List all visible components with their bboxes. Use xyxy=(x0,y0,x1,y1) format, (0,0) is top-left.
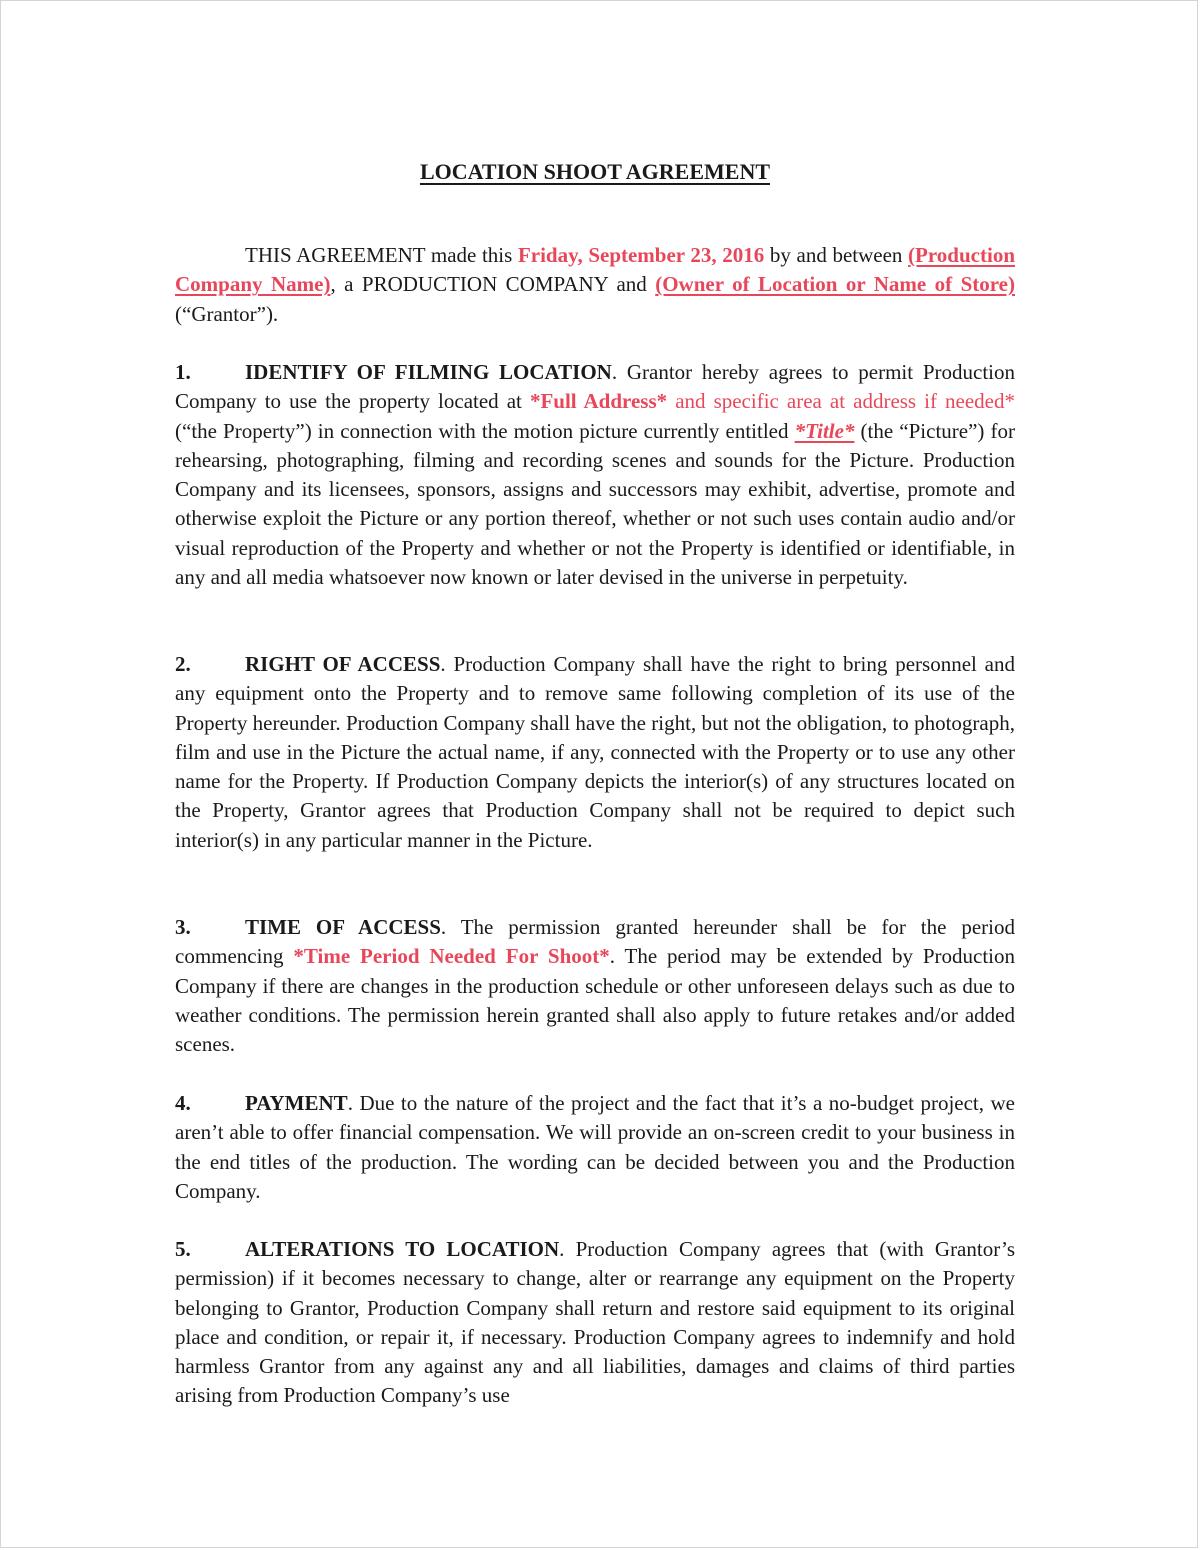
section-1 xyxy=(175,358,1015,592)
section-5 xyxy=(175,1235,1015,1411)
section-text: (the “Picture”) for rehearsing, photographing, filming and recording scenes and sounds for the Picture. Production Company and its licensees, sponsors, assigns and successors may exhibit, advertise, promote and otherwise exploit the Picture or any portion thereof, whether or not such uses contain audio and/or visual reproduction of the Property and whether or not the Property is identified or identifiable, in any and all media whatsoever now known or later devised in the universe in perpetuity. xyxy=(175,418,1015,590)
section-text: . Due to the nature of the project and the fact that it’s a no-budget project, we aren’t able to offer financial compensation. We will provide an on-screen credit to your business in the end titles of the production. The wording can be decided between you and the Production Company. xyxy=(175,1091,1015,1203)
section-3 xyxy=(175,913,1015,1059)
section-number: 1. xyxy=(175,360,191,384)
section-number: 3. xyxy=(175,915,191,939)
section-text: . Grantor hereby agrees to permit Production Company to use the property located at xyxy=(175,360,1015,414)
intro-text-4: (“Grantor”). xyxy=(175,301,279,326)
section-heading: PAYMENT xyxy=(245,1091,348,1115)
specific-area-placeholder: and specific area at address if needed* xyxy=(667,389,1015,414)
section-heading: ALTERATIONS TO LOCATION xyxy=(245,1237,560,1261)
section-heading: IDENTIFY OF FILMING LOCATION xyxy=(245,360,612,384)
section-text: (“the Property”) in connection with the motion picture currently entitled xyxy=(175,418,795,443)
location-owner-placeholder: (Owner of Location or Name of Store) xyxy=(655,272,1015,297)
document-title xyxy=(175,157,1015,187)
intro-text-3: , a PRODUCTION COMPANY and xyxy=(330,272,656,297)
section-number: 5. xyxy=(175,1237,191,1261)
section-text: . The permission granted hereunder shall be for the period commencing xyxy=(175,915,1016,969)
document-title-text: LOCATION SHOOT AGREEMENT xyxy=(419,159,771,184)
time-period-placeholder: *Time Period Needed For Shoot* xyxy=(293,944,610,969)
production-company-placeholder: (Production Company Name) xyxy=(175,243,1015,297)
section-heading: RIGHT OF ACCESS xyxy=(245,652,441,676)
section-number: 2. xyxy=(175,652,191,676)
section-4 xyxy=(175,1089,1015,1206)
intro-text-2: by and between xyxy=(764,243,909,267)
section-number: 4. xyxy=(175,1091,191,1115)
film-title-placeholder: *Title* xyxy=(794,418,855,443)
section-heading: TIME OF ACCESS xyxy=(245,915,441,939)
section-2 xyxy=(175,650,1015,855)
section-text: . Production Company agrees that (with Grantor’s permission) if it becomes necessary to change, alter or rearrange any equipment on the Property belonging to Grantor, Production Company shall return and restore said equipment to its original place and condition, or repair it, if necessary. Production Company agrees to indemnify and hold harmless Grantor from any against any and all liabilities, damages and claims of third parties arising from Production Company’s use xyxy=(175,1237,1015,1408)
agreement-date: Friday, September 23, 2016 xyxy=(517,243,765,267)
section-text: . Production Company shall have the right to bring personnel and any equipment onto the Property and to remove same following completion of its use of the Property hereunder. Production Company shall have the right, but not the obligation, to photograph, film and use in the Picture the actual name, if any, connected with the Property or to use any other name for the Property. If Production Company depicts the interior(s) of any structures located on the Property, Grantor agrees that Production Company shall not be required to depict such interior(s) in any particular manner in the Picture. xyxy=(175,652,1015,852)
full-address-placeholder: *Full Address* xyxy=(529,389,668,414)
intro-paragraph xyxy=(175,241,1015,329)
section-text: . The period may be extended by Production Company if there are changes in the production schedule or other unforeseen delays such as due to weather conditions. The permission herein granted shall also apply to future retakes and/or added scenes. xyxy=(175,944,1016,1057)
intro-text-1: THIS AGREEMENT made this xyxy=(245,243,518,267)
